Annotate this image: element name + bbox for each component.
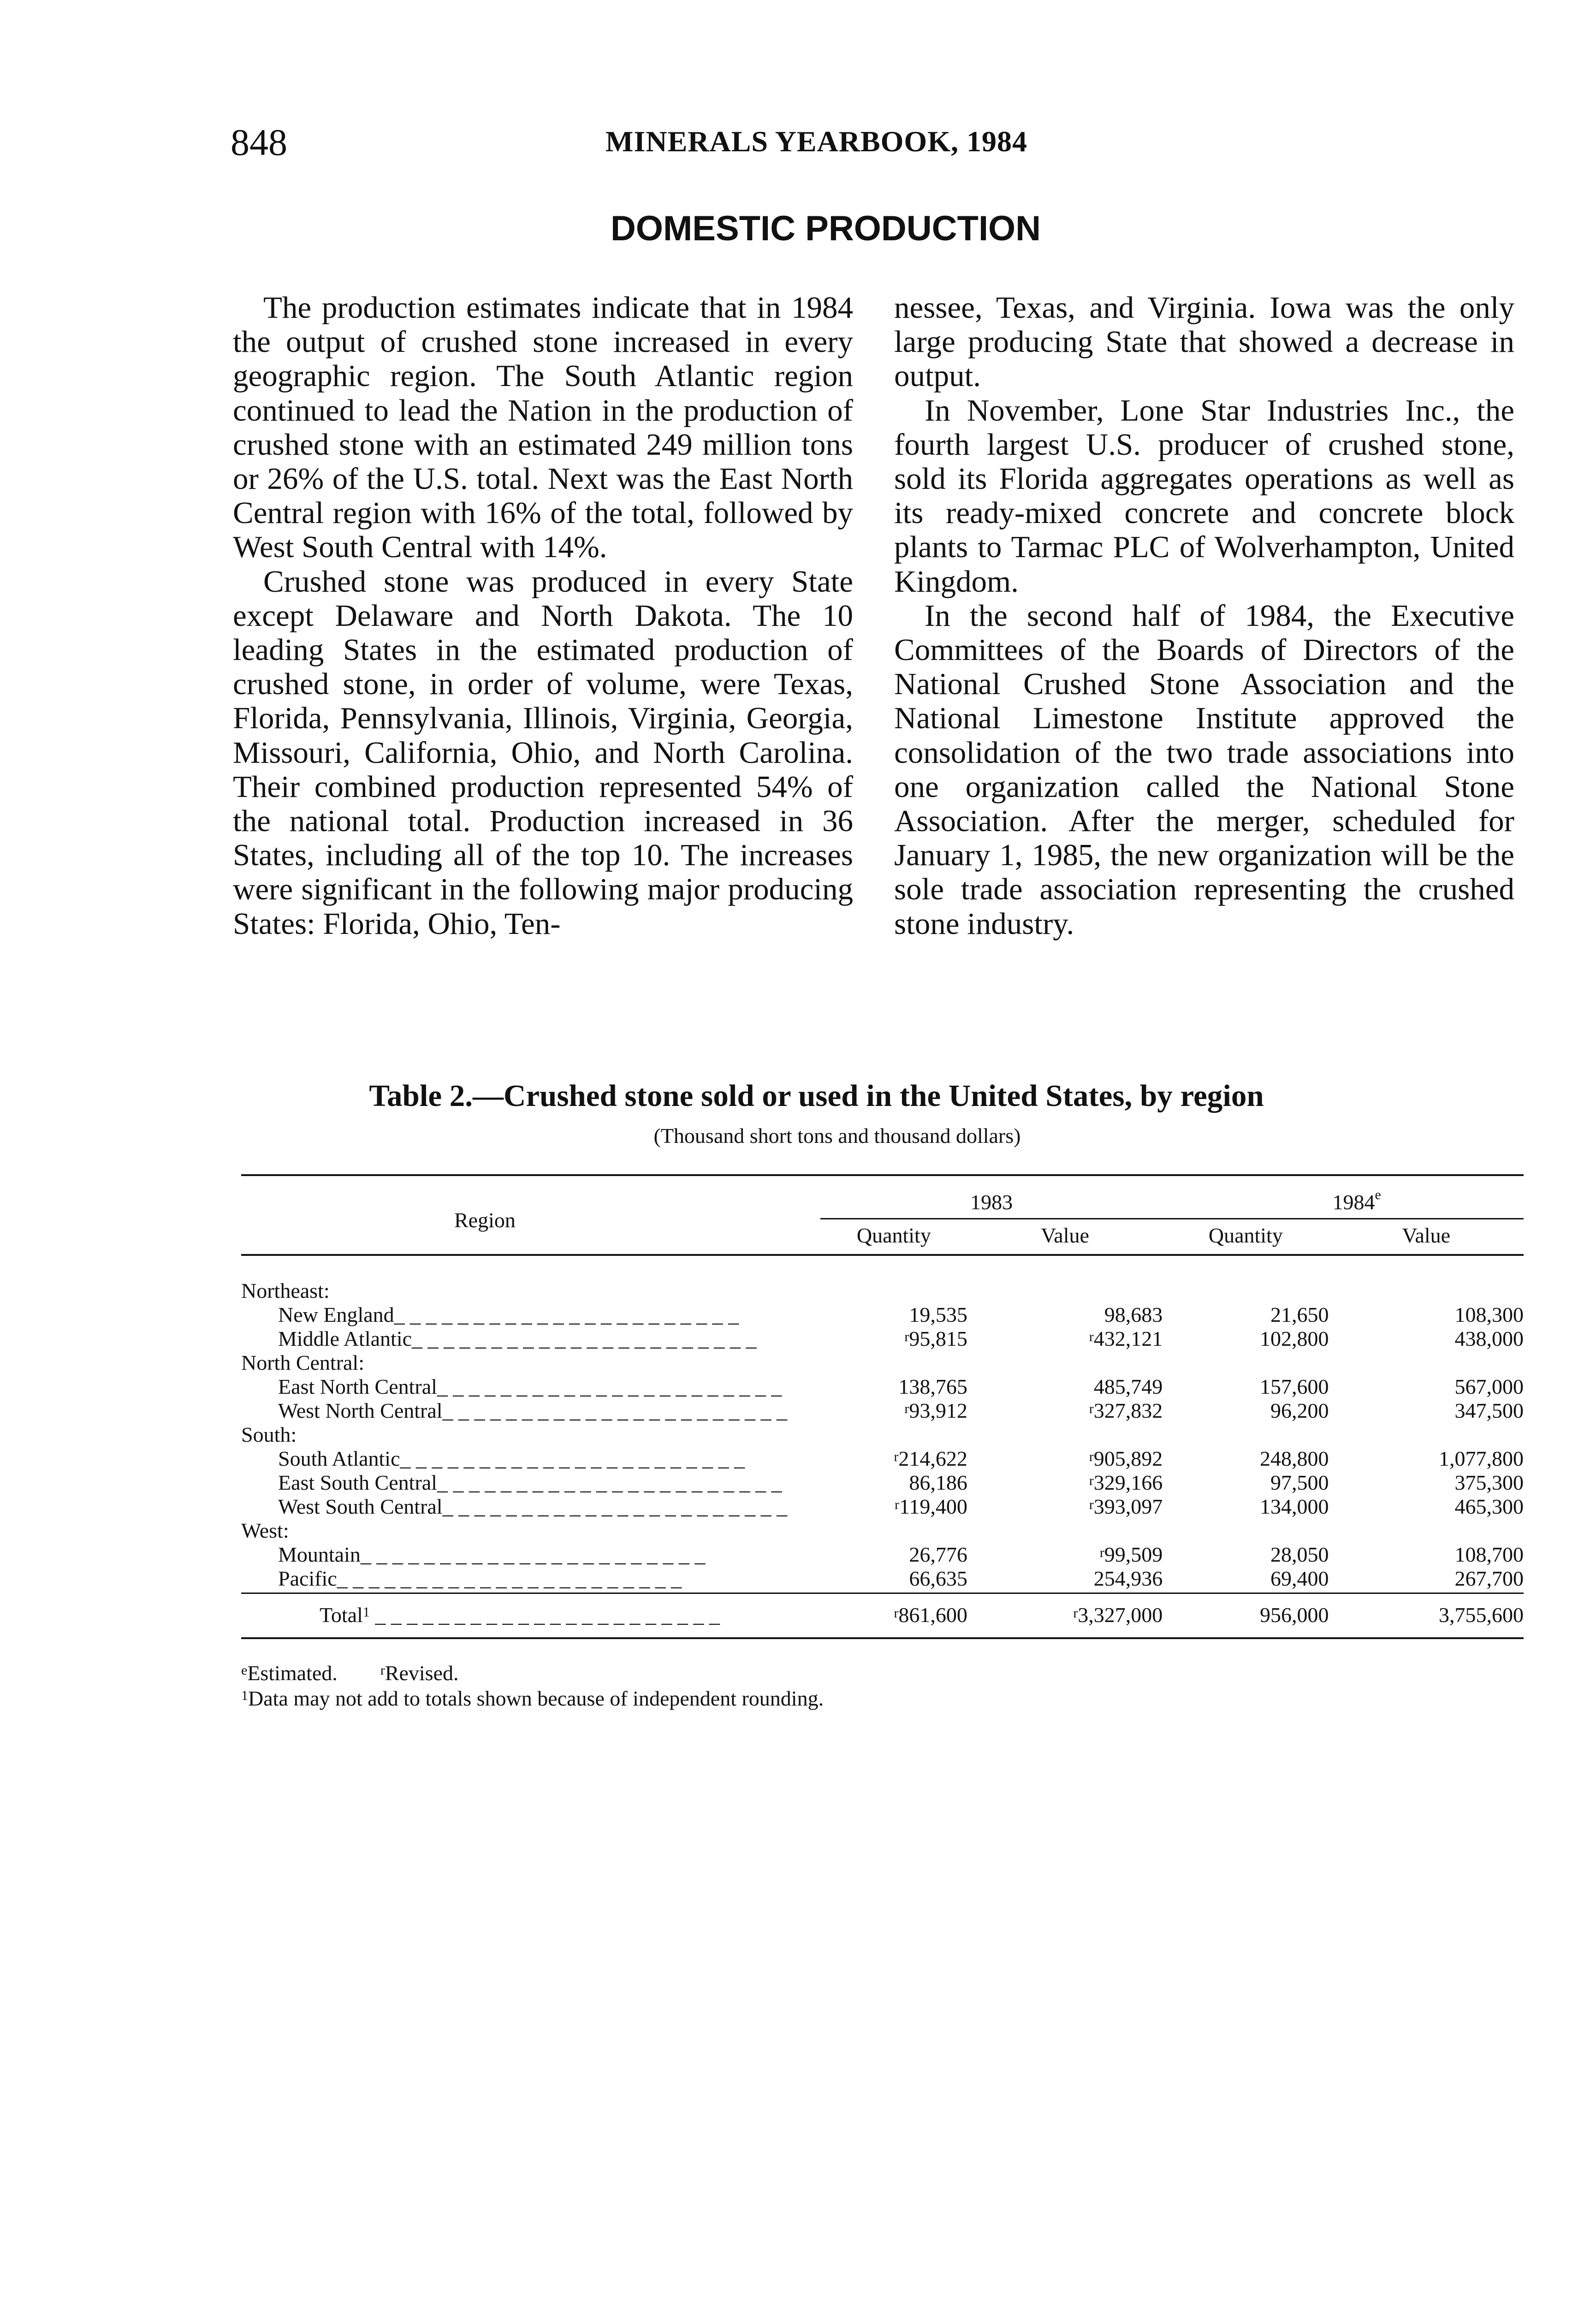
dot-leader: _ _ _ _ _ _ _ _ _ _ _ _ _ _ _ _ _ _ _ _ _ _ (437, 1375, 782, 1398)
cell-value: 267,700 (1454, 1567, 1524, 1590)
value-1983-cell (967, 1471, 1163, 1495)
table-row (241, 1303, 1524, 1327)
quantity-1983-header: Quantity (820, 1219, 967, 1255)
value-1983-header: Value (967, 1219, 1163, 1255)
quantity-1984-cell (1163, 1593, 1329, 1639)
quantity-1984-cell (1163, 1447, 1329, 1471)
region-label (241, 1327, 820, 1351)
paragraph: In November, Lone Star Industries Inc., the fourth largest U.S. producer of crushed stone, sold its Florida aggregates operations as well as its ready-mixed concrete and concrete block plants to Tarmac PLC of Wolverhampton, United Kingdom. (894, 393, 1514, 599)
quantity-1984-cell (1163, 1471, 1329, 1495)
cell-value: 28,050 (1270, 1543, 1329, 1566)
table-subtitle: (Thousand short tons and thousand dollars) (653, 1124, 1021, 1147)
quantity-1983-cell (820, 1375, 967, 1399)
value-1984-header: Value (1329, 1219, 1524, 1255)
empty-cell (1163, 1423, 1329, 1447)
cell-value: 19,535 (909, 1303, 967, 1326)
group-label: South: (241, 1423, 297, 1446)
quantity-1983-cell (820, 1447, 967, 1471)
cell-value: 347,500 (1454, 1399, 1524, 1422)
value-1983-cell (967, 1303, 1163, 1327)
page-number: 848 (231, 121, 287, 163)
table-row (241, 1495, 1524, 1519)
region-label (241, 1567, 820, 1591)
table-group-row (241, 1423, 1524, 1447)
quantity-1984-header: Quantity (1163, 1219, 1329, 1255)
footnote-revised: Revised. (385, 1661, 459, 1685)
empty-cell (967, 1423, 1163, 1447)
empty-cell (820, 1351, 967, 1375)
empty-cell (1163, 1519, 1329, 1543)
cell-value: 465,300 (1454, 1495, 1524, 1518)
quantity-1984-cell (1163, 1567, 1329, 1591)
left-text-column (233, 291, 853, 941)
cell-value: 98,683 (1104, 1303, 1163, 1326)
quantity-1984-cell (1163, 1543, 1329, 1567)
value-1984-cell (1329, 1593, 1524, 1639)
estimated-mark: e (1375, 1187, 1381, 1202)
region-name: West South Central (278, 1495, 443, 1518)
region-name: South Atlantic (278, 1447, 400, 1470)
year-1984-label: 1984 (1332, 1190, 1375, 1214)
quantity-1983-cell (820, 1399, 967, 1423)
value-1983-cell (967, 1593, 1163, 1639)
revised-mark: r (894, 1605, 899, 1621)
revised-mark: r (1099, 1545, 1104, 1560)
region-label (241, 1375, 820, 1399)
cell-value: 99,509 (1104, 1543, 1163, 1566)
region-label (241, 1447, 820, 1471)
region-name: West North Central (278, 1399, 443, 1422)
footnote-estimated: Estimated. (247, 1661, 338, 1685)
quantity-1983-cell (820, 1495, 967, 1519)
revised-mark: r (895, 1497, 900, 1512)
table-group-row (241, 1255, 1524, 1303)
revised-mark: r (1073, 1605, 1078, 1621)
region-name: New England (278, 1303, 394, 1326)
cell-value: 108,300 (1454, 1303, 1524, 1326)
quantity-1983-cell (820, 1543, 967, 1567)
revised-mark: r (904, 1329, 909, 1344)
dot-leader: _ _ _ _ _ _ _ _ _ _ _ _ _ _ _ _ _ _ _ _ _ _ (337, 1567, 682, 1590)
section-heading: DOMESTIC PRODUCTION (610, 209, 1041, 248)
footnote-revised-mark: r (380, 1663, 385, 1678)
value-1984-cell (1329, 1495, 1524, 1519)
dot-leader: _ _ _ _ _ _ _ _ _ _ _ _ _ _ _ _ _ _ _ _ _ _ (400, 1447, 745, 1470)
value-1984-cell (1329, 1327, 1524, 1351)
value-1984-cell (1329, 1375, 1524, 1399)
cell-value: 248,800 (1259, 1447, 1329, 1470)
cell-value: 108,700 (1454, 1543, 1524, 1566)
footnote-1-mark: 1 (241, 1688, 248, 1703)
empty-cell (820, 1519, 967, 1543)
year-1983-label: 1983 (970, 1190, 1013, 1214)
cell-value: 375,300 (1454, 1471, 1524, 1494)
value-1984-cell (1329, 1567, 1524, 1591)
table-footnotes (241, 1660, 824, 1711)
data-table-container (241, 1174, 1524, 1639)
cell-value: 97,500 (1270, 1471, 1329, 1494)
year-1983-header (820, 1175, 1163, 1219)
group-label: North Central: (241, 1351, 364, 1374)
right-text-column (894, 291, 1514, 941)
paragraph: In the second half of 1984, the Executive Committees of the Boards of Directors of the National Crushed Stone Association and the National Limestone Institute approved the consolidation of the two trade associations into one organization called the National Stone Association. After the merger, scheduled for January 1, 1985, the new organization will be the sole trade association representing the crushed stone industry. (894, 598, 1514, 941)
region-label (241, 1471, 820, 1495)
empty-cell (1329, 1519, 1524, 1543)
empty-cell (1329, 1255, 1524, 1303)
region-name: Mountain (278, 1543, 361, 1566)
empty-cell (967, 1255, 1163, 1303)
table-row (241, 1447, 1524, 1471)
empty-cell (967, 1519, 1163, 1543)
paragraph: nessee, Texas, and Virginia. Iowa was the only large producing State that showed a decrease in output. (894, 291, 1514, 393)
empty-cell (820, 1255, 967, 1303)
cell-value: 329,166 (1093, 1471, 1163, 1494)
cell-value: 95,815 (909, 1327, 967, 1350)
value-1984-cell (1329, 1471, 1524, 1495)
dot-leader: _ _ _ _ _ _ _ _ _ _ _ _ _ _ _ _ _ _ _ _ _ _ (360, 1543, 706, 1566)
value-1984-cell (1329, 1543, 1524, 1567)
quantity-1984-cell (1163, 1375, 1329, 1399)
revised-mark: r (1089, 1401, 1094, 1416)
cell-value: 485,749 (1093, 1375, 1163, 1398)
quantity-1983-cell (820, 1567, 967, 1591)
running-title: MINERALS YEARBOOK, 1984 (605, 125, 1027, 158)
table-body (241, 1255, 1524, 1638)
group-label: West: (241, 1519, 289, 1542)
table-title: Table 2.—Crushed stone sold or used in the United States, by region (369, 1079, 1264, 1113)
empty-cell (1163, 1351, 1329, 1375)
value-1984-cell (1329, 1303, 1524, 1327)
value-1983-cell (967, 1327, 1163, 1351)
region-name: East North Central (278, 1375, 437, 1398)
cell-value: 956,000 (1259, 1603, 1329, 1627)
revised-mark: r (1089, 1449, 1094, 1464)
quantity-1984-cell (1163, 1303, 1329, 1327)
empty-cell (967, 1351, 1163, 1375)
region-label (241, 1543, 820, 1567)
cell-value: 119,400 (899, 1495, 967, 1518)
cell-value: 432,121 (1093, 1327, 1163, 1350)
table-row (241, 1399, 1524, 1423)
total-row (241, 1593, 1524, 1639)
cell-value: 254,936 (1093, 1567, 1163, 1590)
cell-value: 3,327,000 (1078, 1603, 1163, 1627)
cell-value: 1,077,800 (1439, 1447, 1524, 1470)
cell-value: 134,000 (1259, 1495, 1329, 1518)
year-1984-header (1163, 1175, 1524, 1219)
revised-mark: r (1089, 1473, 1094, 1488)
cell-value: 86,186 (909, 1471, 967, 1494)
cell-value: 93,912 (909, 1399, 967, 1422)
value-1983-cell (967, 1567, 1163, 1591)
value-1983-cell (967, 1447, 1163, 1471)
footnote-1-ref: 1 (362, 1605, 370, 1620)
cell-value: 214,622 (898, 1447, 967, 1470)
value-1983-cell (967, 1543, 1163, 1567)
footnote-marks (241, 1660, 824, 1686)
footnote-1-text: Data may not add to totals shown because of independent rounding. (248, 1687, 824, 1710)
cell-value: 3,755,600 (1439, 1603, 1524, 1627)
cell-value: 69,400 (1270, 1567, 1329, 1590)
cell-value: 21,650 (1270, 1303, 1329, 1326)
paragraph: Crushed stone was produced in every State except Delaware and North Dakota. The 10 leading States in the estimated production of crushed stone, in order of volume, were Texas, Florida, Pennsylvania, Illinois, Virginia, Georgia, Missouri, California, Ohio, and North Carolina. Their combined production represented 54% of the national total. Production increased in 36 States, including all of the top 10. The increases were significant in the following major producing States: Florida, Ohio, Ten- (233, 564, 853, 941)
region-label (241, 1303, 820, 1327)
quantity-1983-cell (820, 1303, 967, 1327)
cell-value: 96,200 (1270, 1399, 1329, 1422)
cell-value: 438,000 (1454, 1327, 1524, 1350)
table-group-row (241, 1519, 1524, 1543)
table-row (241, 1375, 1524, 1399)
dot-leader: _ _ _ _ _ _ _ _ _ _ _ _ _ _ _ _ _ _ _ _ _ _ (442, 1399, 788, 1422)
value-1983-cell (967, 1399, 1163, 1423)
quantity-1983-cell (820, 1471, 967, 1495)
group-label: Northeast: (241, 1279, 330, 1302)
cell-value: 327,832 (1093, 1399, 1163, 1422)
revised-mark: r (1089, 1497, 1094, 1512)
empty-cell (820, 1423, 967, 1447)
cell-value: 861,600 (898, 1603, 967, 1627)
cell-value: 905,892 (1093, 1447, 1163, 1470)
cell-value: 567,000 (1454, 1375, 1524, 1398)
quantity-1984-cell (1163, 1327, 1329, 1351)
revised-mark: r (894, 1449, 899, 1464)
total-label (241, 1593, 820, 1639)
footnote-estimated-mark: e (241, 1663, 248, 1678)
region-label (241, 1495, 820, 1519)
dot-leader: _ _ _ _ _ _ _ _ _ _ _ _ _ _ _ _ _ _ _ _ _ _ (412, 1327, 757, 1350)
region-name: East South Central (278, 1471, 437, 1494)
empty-cell (1163, 1255, 1329, 1303)
quantity-1984-cell (1163, 1495, 1329, 1519)
quantity-1984-cell (1163, 1399, 1329, 1423)
value-1984-cell (1329, 1447, 1524, 1471)
value-1983-cell (967, 1495, 1163, 1519)
cell-value: 66,635 (909, 1567, 967, 1590)
cell-value: 26,776 (909, 1543, 967, 1566)
year-header-row (241, 1175, 1524, 1219)
table-row (241, 1567, 1524, 1591)
quantity-1983-cell (820, 1327, 967, 1351)
revised-mark: r (904, 1401, 909, 1416)
quantity-1983-cell (820, 1593, 967, 1639)
empty-cell (1329, 1423, 1524, 1447)
revised-mark: r (1089, 1329, 1094, 1344)
paragraph: The production estimates indicate that in 1984 the output of crushed stone increased in every geographic region. The South Atlantic region continued to lead the Nation in the production of crushed stone with an estimated 249 million tons or 26% of the U.S. total. Next was the East North Central region with 16% of the total, followed by West South Central with 14%. (233, 291, 853, 565)
cell-value: 102,800 (1259, 1327, 1329, 1350)
cell-value: 157,600 (1259, 1375, 1329, 1398)
region-name: Pacific (278, 1567, 337, 1590)
table-row (241, 1471, 1524, 1495)
region-name: Middle Atlantic (278, 1327, 412, 1350)
total-name: Total (320, 1603, 363, 1627)
value-1983-cell (967, 1375, 1163, 1399)
dot-leader: _ _ _ _ _ _ _ _ _ _ _ _ _ _ _ _ _ _ _ _ _ _ (442, 1495, 788, 1518)
table-group-row (241, 1351, 1524, 1375)
dot-leader: _ _ _ _ _ _ _ _ _ _ _ _ _ _ _ _ _ _ _ _ _ _ (369, 1603, 720, 1627)
empty-cell (1329, 1351, 1524, 1375)
region-header: Region (241, 1175, 820, 1255)
cell-value: 393,097 (1093, 1495, 1163, 1518)
cell-value: 138,765 (898, 1375, 967, 1398)
table-row (241, 1543, 1524, 1567)
crushed-stone-table (241, 1174, 1524, 1639)
dot-leader: _ _ _ _ _ _ _ _ _ _ _ _ _ _ _ _ _ _ _ _ _ _ (437, 1471, 782, 1494)
dot-leader: _ _ _ _ _ _ _ _ _ _ _ _ _ _ _ _ _ _ _ _ _ _ (394, 1303, 739, 1326)
region-label (241, 1399, 820, 1423)
table-row (241, 1327, 1524, 1351)
footnote-1 (241, 1686, 824, 1711)
value-1984-cell (1329, 1399, 1524, 1423)
